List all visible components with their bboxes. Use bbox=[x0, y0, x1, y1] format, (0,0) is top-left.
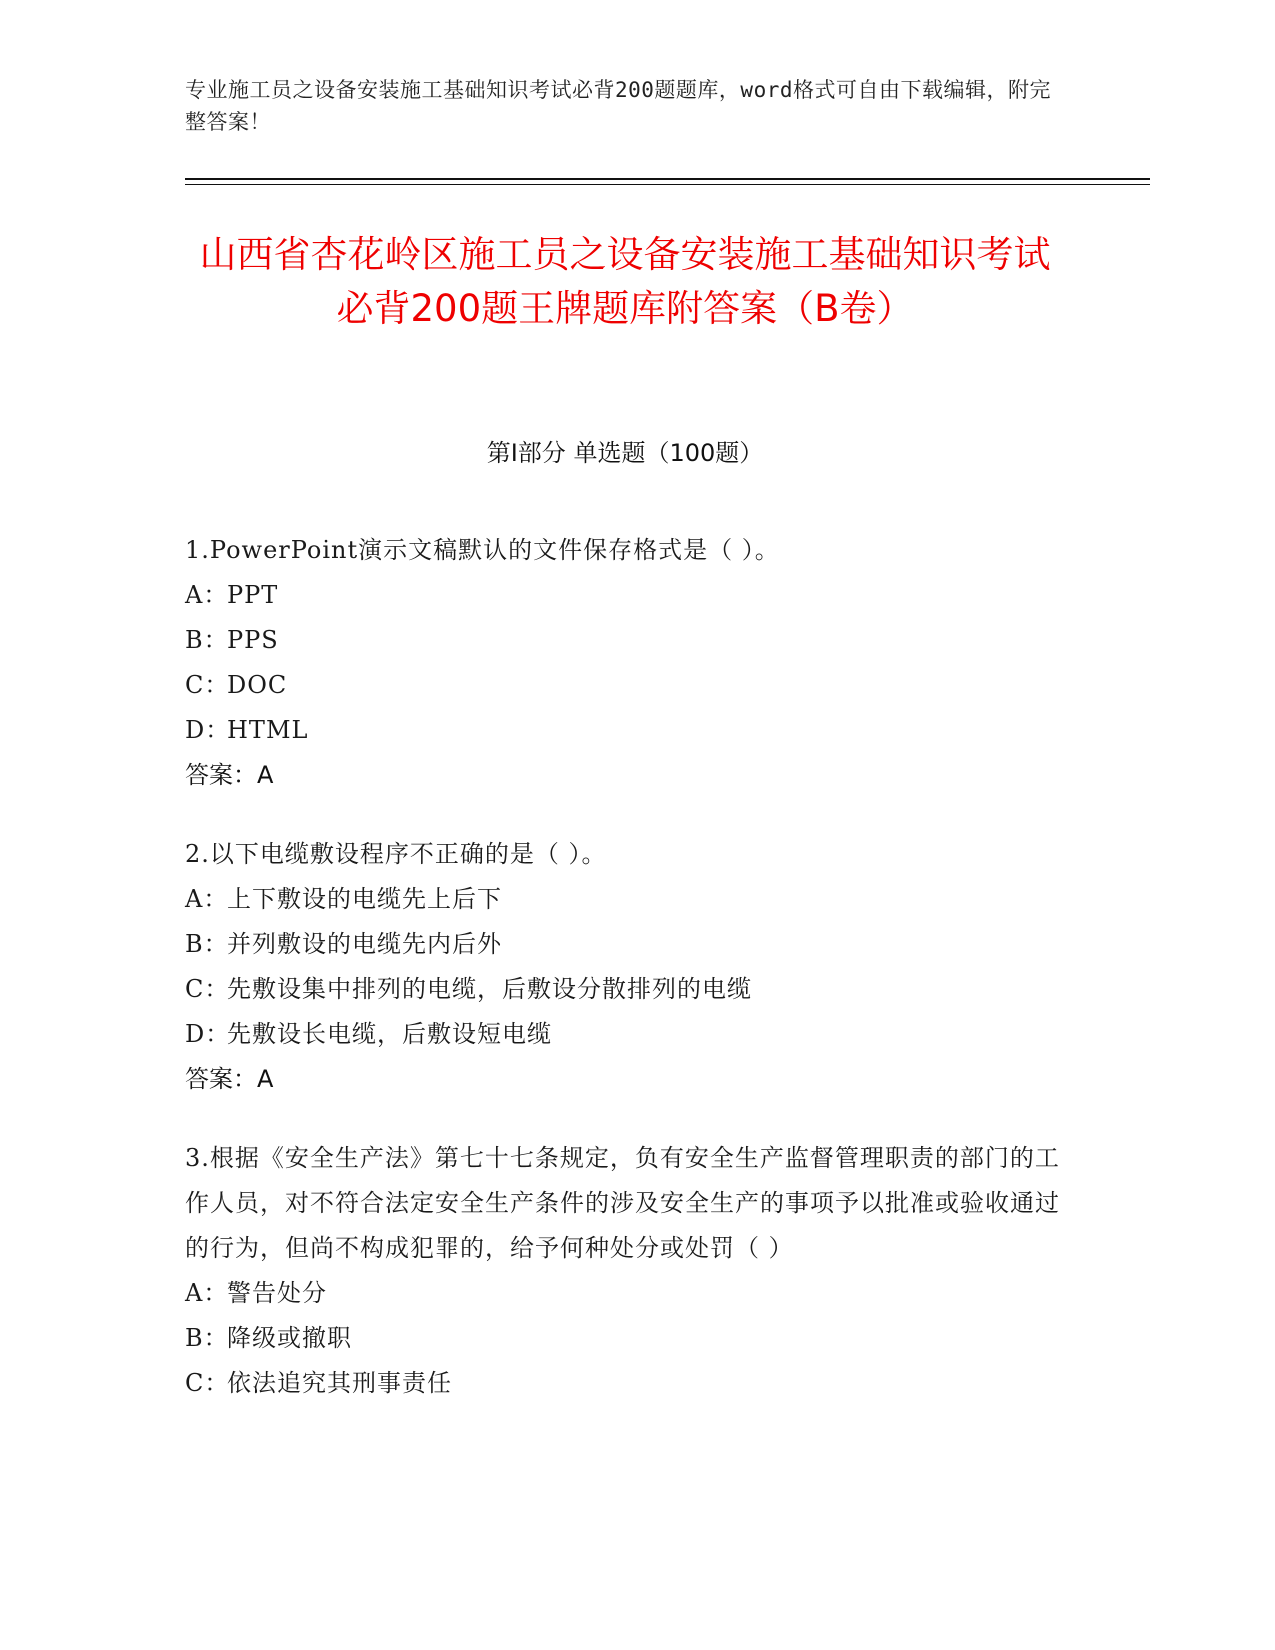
option-text: 先敷设长电缆，后敷设短电缆 bbox=[227, 1020, 552, 1048]
question-stem: 2.以下电缆敷设程序不正确的是（ ）。 bbox=[185, 840, 607, 868]
question-2 bbox=[185, 832, 1065, 1102]
option-text: PPT bbox=[227, 581, 279, 609]
option-a bbox=[185, 877, 1065, 922]
option-text: 降级或撤职 bbox=[227, 1324, 352, 1352]
option-key: D： bbox=[185, 1020, 231, 1048]
option-key: C： bbox=[185, 975, 230, 1003]
option-key: B： bbox=[185, 626, 229, 654]
option-key: A： bbox=[185, 581, 229, 609]
question-list bbox=[185, 528, 1065, 1440]
option-key: D： bbox=[185, 716, 231, 744]
question-1 bbox=[185, 528, 1065, 798]
option-b bbox=[185, 1316, 1065, 1361]
option-text: HTML bbox=[227, 716, 309, 744]
header-divider-thin bbox=[185, 184, 1150, 185]
option-text: PPS bbox=[227, 626, 279, 654]
option-key: A： bbox=[185, 885, 229, 913]
option-c bbox=[185, 663, 1065, 708]
option-text: DOC bbox=[227, 671, 288, 699]
option-key: C： bbox=[185, 1369, 230, 1397]
option-key: C： bbox=[185, 671, 230, 699]
option-key: A： bbox=[185, 1279, 229, 1307]
question-stem: 1.PowerPoint演示文稿默认的文件保存格式是（ ）。 bbox=[185, 536, 780, 564]
option-text: 警告处分 bbox=[227, 1279, 327, 1307]
option-key: B： bbox=[185, 1324, 229, 1352]
header-divider-thick bbox=[185, 178, 1150, 180]
option-key: B： bbox=[185, 930, 229, 958]
option-b bbox=[185, 922, 1065, 967]
answer-line: 答案：A bbox=[185, 1065, 274, 1093]
question-3 bbox=[185, 1136, 1065, 1406]
option-a bbox=[185, 573, 1065, 618]
section-heading: 第Ⅰ部分 单选题（100题） bbox=[486, 439, 764, 467]
header-note: 专业施工员之设备安装施工基础知识考试必背200题题库，word格式可自由下载编辑，附完整答案！ bbox=[185, 78, 1051, 134]
option-c bbox=[185, 967, 1065, 1012]
option-c bbox=[185, 1361, 1065, 1406]
option-d bbox=[185, 708, 1065, 753]
document-title: 山西省杏花岭区施工员之设备安装施工基础知识考试必背200题王牌题库附答案（B卷） bbox=[199, 233, 1051, 330]
question-stem: 3.根据《安全生产法》第七十七条规定，负有安全生产监督管理职责的部门的工作人员，对不符合法定安全生产条件的涉及安全生产的事项予以批准或验收通过的行为，但尚不构成犯罪的，给予何种处分或处罚（ ） bbox=[185, 1144, 1060, 1262]
option-a bbox=[185, 1271, 1065, 1316]
option-d bbox=[185, 1012, 1065, 1057]
option-text: 先敷设集中排列的电缆，后敷设分散排列的电缆 bbox=[227, 975, 752, 1003]
answer-line: 答案：A bbox=[185, 761, 274, 789]
option-text: 依法追究其刑事责任 bbox=[227, 1369, 452, 1397]
option-b bbox=[185, 618, 1065, 663]
option-text: 上下敷设的电缆先上后下 bbox=[227, 885, 502, 913]
option-text: 并列敷设的电缆先内后外 bbox=[227, 930, 502, 958]
